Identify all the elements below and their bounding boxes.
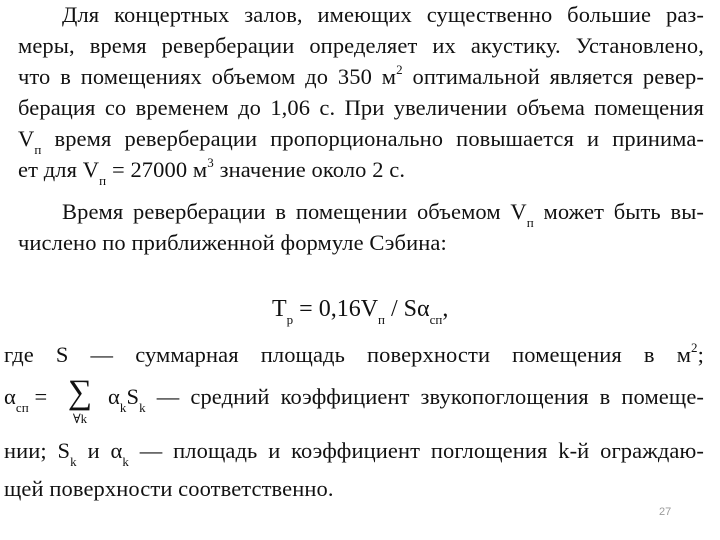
text-fragment: где S — суммарная площадь поверхности помещения в м xyxy=(4,342,692,367)
subscript: k xyxy=(122,453,129,469)
text-fragment: V xyxy=(18,126,35,151)
text-fragment: оптимальной является ревер- xyxy=(402,64,704,89)
text-fragment: = xyxy=(28,384,48,409)
text-line xyxy=(18,154,406,188)
text-fragment: S xyxy=(126,384,140,409)
text-line xyxy=(18,124,704,157)
text-fragment: = 27000 м xyxy=(106,157,208,182)
text-line xyxy=(4,474,334,504)
formula-part: / Sα xyxy=(385,296,430,322)
text-fragment: Время реверберации в помещении объемом V xyxy=(62,199,527,224)
text-fragment: ет для V xyxy=(18,157,100,182)
text-fragment: берация со временем до 1,06 с. При увеличении объема помещения xyxy=(18,95,704,120)
subscript: р xyxy=(286,311,294,327)
text-line xyxy=(108,382,704,415)
subscript: сп xyxy=(429,311,443,327)
subscript: п xyxy=(378,311,386,327)
text-line xyxy=(18,228,447,258)
formula-part: T xyxy=(272,296,287,322)
text-fragment: — площадь и коэффициент поглощения k-й ограждаю- xyxy=(129,438,704,463)
text-fragment: меры, время реверберации определяет их акустику. Установлено, xyxy=(18,33,704,58)
text-fragment: что в помещениях объемом до 350 м xyxy=(18,64,397,89)
text-fragment: α xyxy=(4,384,16,409)
sigma-sign: ∑ xyxy=(67,374,93,411)
text-fragment: время реверберации пропорционально повышается и принима- xyxy=(41,126,704,151)
subscript: k xyxy=(139,399,146,415)
text-fragment: может быть вы- xyxy=(533,199,705,224)
summation-index: ∀k xyxy=(72,411,88,426)
text-line xyxy=(18,93,704,123)
text-fragment: числено по приближенной формуле Сэбина: xyxy=(18,230,447,255)
subscript: п xyxy=(34,141,42,157)
superscript: 2 xyxy=(691,339,698,355)
subscript: k xyxy=(70,453,77,469)
text-line xyxy=(62,197,705,230)
text-fragment: щей поверхности соответственно. xyxy=(4,476,334,501)
text-fragment: — средний коэффициент звукопоглощения в помеще- xyxy=(145,384,704,409)
text-fragment: ; xyxy=(697,342,704,367)
subscript: k xyxy=(119,399,127,415)
superscript: 3 xyxy=(207,154,214,170)
formula-part: , xyxy=(442,296,449,322)
text-line xyxy=(4,340,704,370)
text-line xyxy=(4,382,48,415)
text-line xyxy=(4,436,704,469)
text-line xyxy=(18,31,704,61)
text-fragment: α xyxy=(108,384,120,409)
formula-part: = 0,16V xyxy=(293,296,379,322)
text-line xyxy=(18,62,704,92)
text-fragment: значение около 2 с. xyxy=(213,157,406,182)
sabine-formula xyxy=(272,294,449,327)
text-fragment: нии; S xyxy=(4,438,71,463)
subscript: п xyxy=(526,214,534,230)
page-number: 27 xyxy=(659,506,672,518)
text-fragment: и α xyxy=(76,438,123,463)
subscript: сп xyxy=(15,399,29,415)
text-line xyxy=(62,0,704,30)
summation-symbol xyxy=(60,376,100,426)
text-fragment: Для концертных залов, имеющих существенно большие раз- xyxy=(62,2,704,27)
superscript: 2 xyxy=(396,61,403,77)
subscript: п xyxy=(99,172,107,188)
